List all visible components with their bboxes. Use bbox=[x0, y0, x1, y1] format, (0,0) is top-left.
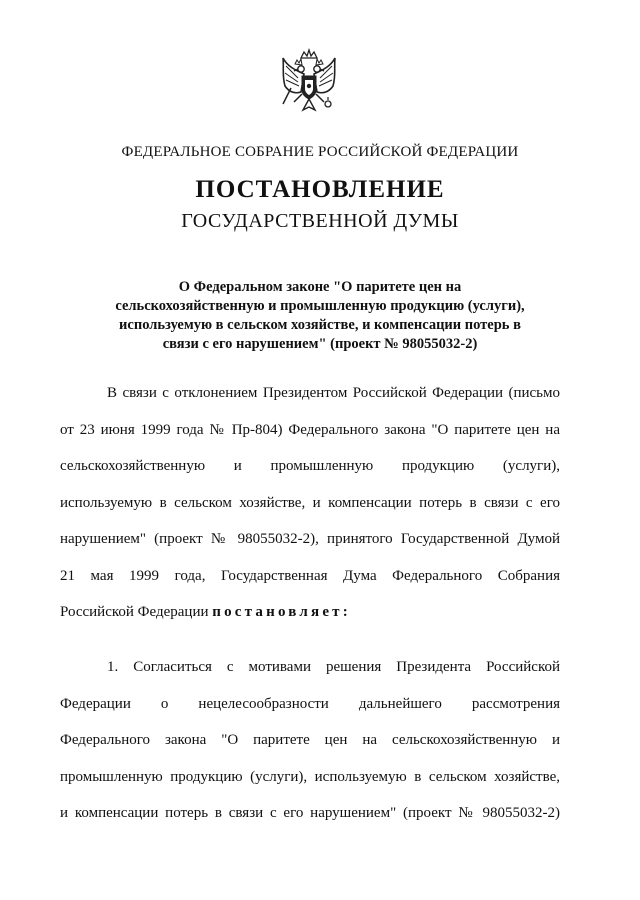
decree-subject bbox=[80, 278, 560, 354]
resolves-keyword: постановляет: bbox=[212, 604, 351, 620]
russian-coat-of-arms-icon bbox=[277, 48, 341, 120]
paragraph-line: от 23 июня 1999 года № Пр-804) Федерального закона "О паритете цен на bbox=[60, 421, 560, 438]
paragraph-line: используемую в сельском хозяйстве, и компенсации потерь в связи с его bbox=[60, 494, 560, 511]
document-subtitle: ГОСУДАРСТВЕННОЙ ДУМЫ bbox=[181, 210, 459, 232]
paragraph-line: и компенсации потерь в связи с его нарушением" (проект № 98055032-2) bbox=[60, 805, 560, 821]
paragraph-line: 1. Согласиться с мотивами решения Президента Российской bbox=[107, 659, 560, 675]
preamble-paragraph bbox=[60, 375, 560, 631]
resolution-item-1 bbox=[60, 649, 560, 832]
paragraph-line: Федерации о нецелесообразности дальнейшего рассмотрения bbox=[60, 695, 560, 712]
subject-line: О Федеральном законе "О паритете цен на bbox=[178, 279, 462, 295]
paragraph-line: 21 мая 1999 года, Государственная Дума Федерального Собрания bbox=[60, 567, 560, 584]
paragraph-line: Федерального закона "О паритете цен на сельскохозяйственную и bbox=[60, 732, 560, 748]
paragraph-line: промышленную продукцию (услуги), используемую в сельском хозяйстве, bbox=[60, 768, 560, 785]
paragraph-last-line bbox=[60, 594, 560, 631]
paragraph-line: нарушением" (проект № 98055032-2), принятого Государственной Думой bbox=[60, 531, 560, 547]
document-title: ПОСТАНОВЛЕНИЕ bbox=[195, 176, 445, 203]
subject-line: сельскохозяйственную и промышленную продукцию (услуги), bbox=[115, 298, 525, 314]
paragraph-line-prefix: Российской Федерации bbox=[60, 604, 209, 620]
assembly-heading: ФЕДЕРАЛЬНОЕ СОБРАНИЕ РОССИЙСКОЙ ФЕДЕРАЦИИ bbox=[121, 144, 519, 160]
subject-line: связи с его нарушением" (проект № 98055032-2) bbox=[162, 336, 478, 352]
paragraph-line: сельскохозяйственную и промышленную продукцию (услуги), bbox=[60, 458, 560, 474]
subject-line: используемую в сельском хозяйстве, и компенсации потерь в bbox=[119, 317, 521, 333]
paragraph-line: В связи с отклонением Президентом Российской Федерации (письмо bbox=[107, 385, 560, 401]
